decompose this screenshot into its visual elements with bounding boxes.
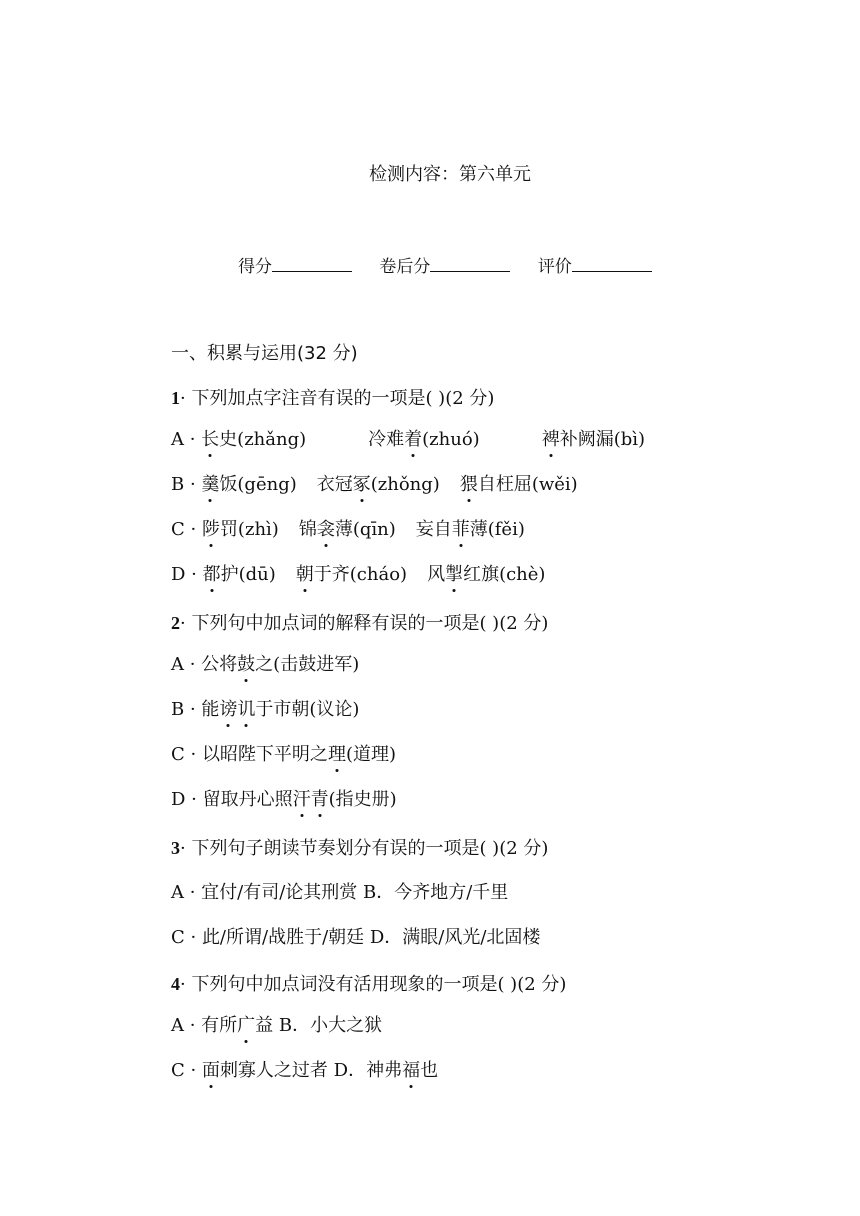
question-4-options-cd: C · 面刺寡人之过者 D．神弗福也: [171, 1060, 439, 1081]
score-field[interactable]: 得分: [238, 252, 352, 277]
page-title: 检测内容：第六单元: [369, 164, 531, 185]
question-2-option-b: B · 能谤讥于市朝(议论): [171, 699, 360, 720]
question-4-options-ab: A · 有所广益 B．小大之狱: [171, 1015, 383, 1036]
question-1-option-c: C · 陟罚(zhì) 锦衾薄(qīn) 妄自菲薄(fěi): [171, 519, 525, 540]
score-blank[interactable]: [272, 257, 352, 272]
question-1-option-a: A · 长史(zhǎng) 冷难着(zhuó) 裨补阙漏(bì): [171, 429, 646, 450]
question-3-stem: 3· 下列句子朗读节奏划分有误的一项是( )(2 分): [171, 838, 549, 859]
question-1-stem: 1· 下列加点字注音有误的一项是( )(2 分): [171, 388, 495, 409]
question-1-option-b: B · 羹饭(gēng) 衣冠冢(zhǒng) 猥自枉屈(wěi): [171, 474, 578, 495]
question-3-options-ab: A · 宜付/有司/论其刑赏 B．今齐地方/千里: [171, 882, 509, 903]
question-4-stem: 4· 下列句中加点词没有活用现象的一项是( )(2 分): [171, 974, 567, 995]
evaluation-field[interactable]: 评价: [538, 252, 652, 277]
after-score-field[interactable]: 卷后分: [379, 252, 510, 277]
question-3-options-cd: C · 此/所谓/战胜于/朝廷 D．满眼/风光/北固楼: [171, 927, 541, 948]
evaluation-blank[interactable]: [572, 257, 652, 272]
section-heading: 一、积累与运用(32 分): [171, 343, 358, 364]
score-line: [238, 252, 674, 277]
question-1-option-d: D · 都护(dū) 朝于齐(cháo) 风掣红旗(chè): [171, 564, 546, 585]
question-2-option-a: A · 公将鼓之(击鼓进军): [171, 654, 360, 675]
question-2-option-c: C · 以昭陛下平明之理(道理): [171, 744, 396, 765]
question-2-option-d: D · 留取丹心照汗青(指史册): [171, 789, 397, 810]
after-score-blank[interactable]: [430, 257, 510, 272]
question-2-stem: 2· 下列句中加点词的解释有误的一项是( )(2 分): [171, 613, 549, 634]
